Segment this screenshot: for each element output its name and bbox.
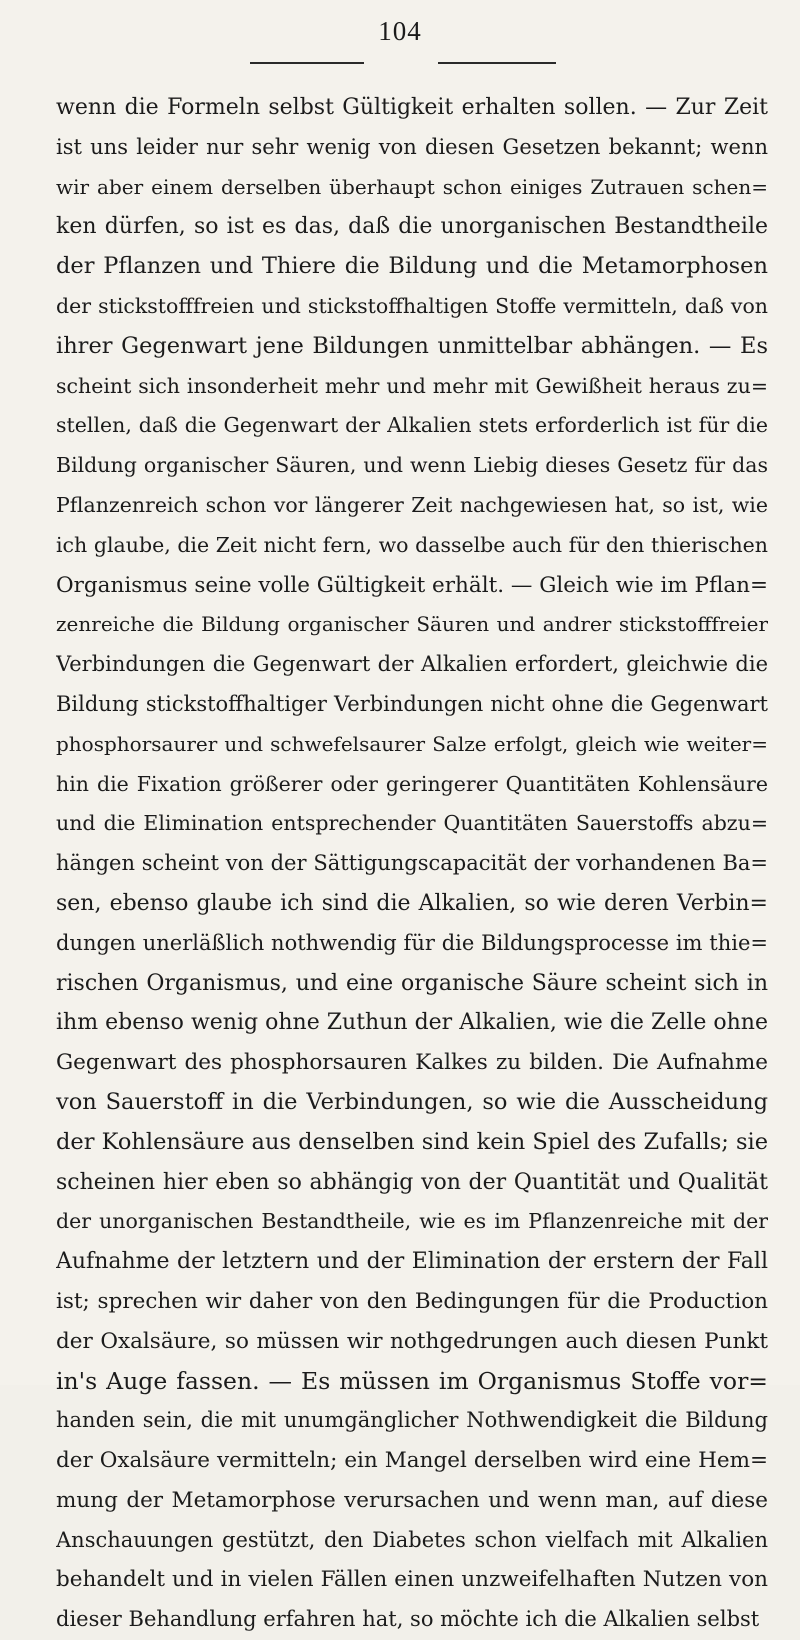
text-line: der Oxalsäure vermitteln; ein Mangel derselben wird eine Hem= (56, 1448, 768, 1474)
text-line: hängen scheint von der Sättigungscapacität der vorhandenen Ba= (56, 851, 768, 876)
text-line: handen sein, die mit unumgänglicher Nothwendigkeit die Bildung (56, 1408, 768, 1433)
text-line: ist uns leider nur sehr wenig von diesen Gesetzen bekannt; wenn (56, 134, 768, 159)
page-number: 104 (378, 16, 422, 46)
text-line: ich glaube, die Zeit nicht fern, wo dasselbe auch für den thierischen (56, 532, 768, 557)
text-line: stellen, daß die Gegenwart der Alkalien stets erforderlich ist für die (56, 413, 768, 438)
text-line: Bildung stickstoffhaltiger Verbindungen nicht ohne die Gegenwart (56, 691, 768, 716)
text-line: behandelt und in vielen Fällen einen unzweifelhaften Nutzen von (56, 1567, 768, 1593)
text-line: der Oxalsäure, so müssen wir nothgedrungen auch diesen Punkt (56, 1328, 768, 1354)
text-line: zenreiche die Bildung organischer Säuren und andrer stickstofffreier (56, 612, 768, 637)
text-line: rischen Organismus, und eine organische Säure scheint sich in (56, 970, 768, 996)
text-line: ist; sprechen wir daher von den Bedingungen für die Production (56, 1288, 768, 1314)
text-line: Pflanzenreich schon vor längerer Zeit nachgewiesen hat, so ist, wie (56, 492, 768, 517)
text-line: ken dürfen, so ist es das, daß die unorganischen Bestandtheile (56, 214, 768, 240)
text-line: dungen unerläßlich nothwendig für die Bildungsprocesse im thie= (56, 930, 768, 955)
text-line: der Kohlensäure aus denselben sind kein Spiel des Zufalls; sie (56, 1128, 768, 1155)
text-line: und die Elimination entsprechender Quantitäten Sauerstoffs abzu= (56, 811, 768, 836)
text-line: Bildung organischer Säuren, und wenn Liebig dieses Gesetz für das (56, 453, 768, 478)
text-line: mung der Metamorphose verursachen und wenn man, auf diese (56, 1487, 768, 1513)
page-header (0, 16, 800, 52)
body-text (56, 88, 768, 1640)
text-line: phosphorsaurer und schwefelsaurer Salze erfolgt, gleich wie weiter= (56, 731, 768, 756)
text-line: Verbindungen die Gegenwart der Alkalien erfordert, gleichwie die (56, 652, 768, 677)
text-line: wir aber einem derselben überhaupt schon einiges Zutrauen schen= (56, 174, 768, 199)
header-rule-right (438, 62, 556, 64)
text-line: der unorganischen Bestandtheile, wie es im Pflanzenreiche mit der (56, 1209, 768, 1234)
text-line: Aufnahme der letztern und der Elimination der erstern der Fall (56, 1249, 768, 1275)
text-line: hin die Fixation größerer oder geringerer Quantitäten Kohlensäure (56, 771, 768, 796)
header-rule-left (250, 62, 364, 64)
text-line: der stickstofffreien und stickstoffhaltigen Stoffe vermitteln, daß von (56, 293, 768, 318)
text-line: sen, ebenso glaube ich sind die Alkalien, so wie deren Verbin= (56, 890, 768, 916)
text-line: ihrer Gegenwart jene Bildungen unmittelbar abhängen. — Es (56, 332, 768, 359)
text-line: von Sauerstoff in die Verbindungen, so wie die Ausscheidung (56, 1088, 768, 1115)
text-line: Gegenwart des phosphorsauren Kalkes zu bilden. Die Aufnahme (56, 1050, 768, 1076)
text-line: scheint sich insonderheit mehr und mehr mit Gewißheit heraus zu= (56, 373, 768, 398)
text-line: in's Auge fassen. — Es müssen im Organismus Stoffe vor= (56, 1366, 768, 1395)
text-line: ihm ebenso wenig ohne Zuthun der Alkalien, wie die Zelle ohne (56, 1010, 768, 1036)
text-line: Organismus seine volle Gültigkeit erhält. — Gleich wie im Pflan= (56, 572, 768, 598)
text-line: dieser Behandlung erfahren hat, so möchte ich die Alkalien selbst (56, 1607, 760, 1632)
text-line: Anschauungen gestützt, den Diabetes schon vielfach mit Alkalien (56, 1527, 768, 1552)
text-line: scheinen hier eben so abhängig von der Quantität und Qualität (56, 1169, 768, 1195)
text-line: wenn die Formeln selbst Gültigkeit erhalten sollen. — Zur Zeit (56, 95, 768, 120)
text-line: der Pflanzen und Thiere die Bildung und die Metamorphosen (56, 253, 768, 280)
